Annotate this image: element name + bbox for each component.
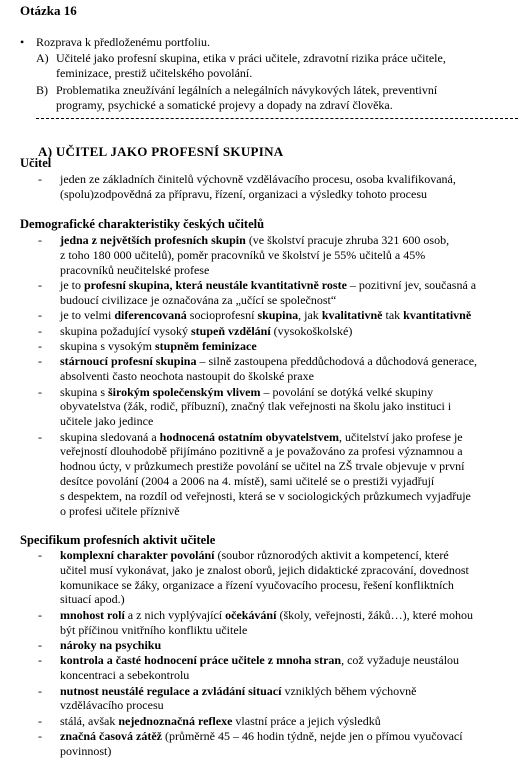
dash-icon: - <box>38 638 42 652</box>
spec-item-line: značná časová zátěž (průměrně 45 – 46 hodin týdně, nejde jen o přímou vyučovací <box>60 729 463 744</box>
topic-a-line: Učitelé jako profesní skupina, etika v práci učitele, zdravotní rizika práce učitele, <box>56 51 446 65</box>
dash-icon: - <box>38 429 42 444</box>
demo-item-line: absolventi často neochota nastoupit do školské praxe <box>60 369 314 384</box>
demo-item-line: učitele jako jedince <box>60 414 154 429</box>
question-title: Otázka 16 <box>20 3 77 18</box>
dash-icon: - <box>38 339 42 353</box>
dash-icon: - <box>38 653 42 668</box>
dash-icon: - <box>38 323 42 338</box>
section-title: A) UČITEL JAKO PROFESNÍ SKUPINA <box>38 144 284 159</box>
demo-item-line: je to velmi diferencovaná socioprofesní skupina, jak kvalitativně tak kvantitativně <box>60 308 472 323</box>
spec-item-line: kontrola a časté hodnocení práce učitele z mnoha stran, což vyžaduje neustálou <box>60 653 460 668</box>
topic-b-line: programy, psychické a somatické projevy a dopady na zdraví člověka. <box>56 97 393 112</box>
demo-item-line: budoucí civilizace je označována za „učící se společnost“ <box>60 292 337 307</box>
spec-item-line: nutnost neustálé regulace a zvládání situací vzniklých během výchovně <box>60 683 417 698</box>
demo-item-line: stárnoucí profesní skupina – silně zastoupena předdůchodová a důchodová generace, <box>60 354 478 369</box>
demo-item-line: o profesi učitele příznivě <box>60 503 180 518</box>
spec-item-line: mnohost rolí a z nich vyplývající očekávání (školy, veřejnosti, žáků…), které mohou <box>60 607 473 622</box>
demo-item-line: desítce povolání (2004 a 2006 na 4. místě), sami učitelé se o prestiži vyjadřují <box>60 473 435 488</box>
section-divider <box>36 118 518 119</box>
spec-item-line: nároky na psychiku <box>60 638 162 652</box>
demo-label: Demografické charakteristiky českých učitelů <box>20 217 265 231</box>
spec-item-line: vzdělávacího procesu <box>60 698 164 713</box>
topic-a-text <box>56 51 520 81</box>
spec-item-line: koncentraci a sebekontrolu <box>60 668 190 683</box>
topic-b-letter: B) <box>36 83 48 97</box>
dash-icon: - <box>38 607 42 622</box>
spec-item-line: být příčinou vnitřního konfliktu učitele <box>60 622 248 637</box>
dash-icon: - <box>38 683 42 698</box>
spec-label: Specifikum profesních aktivit učitele <box>20 533 216 547</box>
dash-icon: - <box>38 278 42 292</box>
ucitel-line: jeden ze základních činitelů výchovně vzdělávacího procesu, osoba kvalifikovaná, <box>60 172 456 186</box>
demo-item-line: skupina s vysokým stupněm feminizace <box>60 339 257 353</box>
dash-icon: - <box>38 548 42 562</box>
spec-item-line: učitel musí vykonávat, jako je znalost oborů, jejich didaktické zpracování, dovednost <box>60 562 469 577</box>
dash-icon: - <box>38 172 42 186</box>
dash-icon: - <box>38 384 42 399</box>
ucitel-line: (spolu)zodpovědná za přípravu, řízení, organizaci a výsledky tohoto procesu <box>60 186 427 201</box>
spec-item-line: povinnost) <box>60 743 112 758</box>
demo-item-line: pracovníků neučitelské profese <box>60 262 210 277</box>
dash-icon: - <box>38 354 42 369</box>
demo-item-line: skupina požadující vysoký stupeň vzdělání (vysokoškolské) <box>60 323 353 338</box>
spec-item-line: situací apod.) <box>60 592 125 607</box>
demo-item-line: veřejností dlouhodobě přijímáno pozitivně a je považováno za profesi významnou a <box>60 444 463 459</box>
demo-item-line: obyvatelstva (žák, rodič, příbuzní), značný tlak veřejnosti na školu jako instituci i <box>60 399 452 414</box>
demo-item-line: jedna z největších profesních skupin (ve školství pracuje zhruba 321 600 osob, <box>60 233 450 247</box>
dash-icon: - <box>38 729 42 744</box>
bullet-icon: • <box>20 35 25 49</box>
spec-item-line: komplexní charakter povolání (soubor různorodých aktivit a kompetencí, které <box>60 548 449 562</box>
spec-item-line: stálá, avšak nejednoznačná reflexe vlastní práce a jejich výsledků <box>60 713 381 728</box>
ucitel-label: Učitel <box>20 156 52 170</box>
demo-item-line: skupina sledovaná a hodnocená ostatním obyvatelstvem, učitelství jako profese je <box>60 429 463 444</box>
dash-icon: - <box>38 713 42 728</box>
dash-icon: - <box>38 233 42 247</box>
topic-b-text <box>56 83 520 113</box>
topic-intro-text: Rozprava k předloženému portfoliu. <box>36 35 210 49</box>
demo-item-line: je to profesní skupina, která neustále kvantitativně roste – pozitivní jev, současná a <box>60 278 477 292</box>
topic-a-line: feminizace, prestiž učitelského povolání. <box>56 65 253 80</box>
dash-icon: - <box>38 308 42 323</box>
demo-item-line: z toho 180 000 učitelů), poměr pracovníků ve školství je 55% učitelů a 45% <box>60 247 426 262</box>
topic-a-letter: A) <box>36 51 49 65</box>
demo-item-line: skupina s širokým společenským vlivem – povolání se dotýká velké skupiny <box>60 384 434 399</box>
spec-item-line: komunikace se žáky, organizace a řízení vyučovacího procesu, řešení konfliktních <box>60 577 454 592</box>
demo-item-line: s despektem, na rozdíl od veřejnosti, která se v sociologických průzkumech vyjadřuje <box>60 488 471 503</box>
topic-b-line: Problematika zneužívání legálních a nelegálních návykových látek, preventivní <box>56 83 438 97</box>
demo-item-line: hodnou úcty, v průzkumech prestiže povolání se učitel na ZŠ trvale objevuje v první <box>60 459 465 474</box>
